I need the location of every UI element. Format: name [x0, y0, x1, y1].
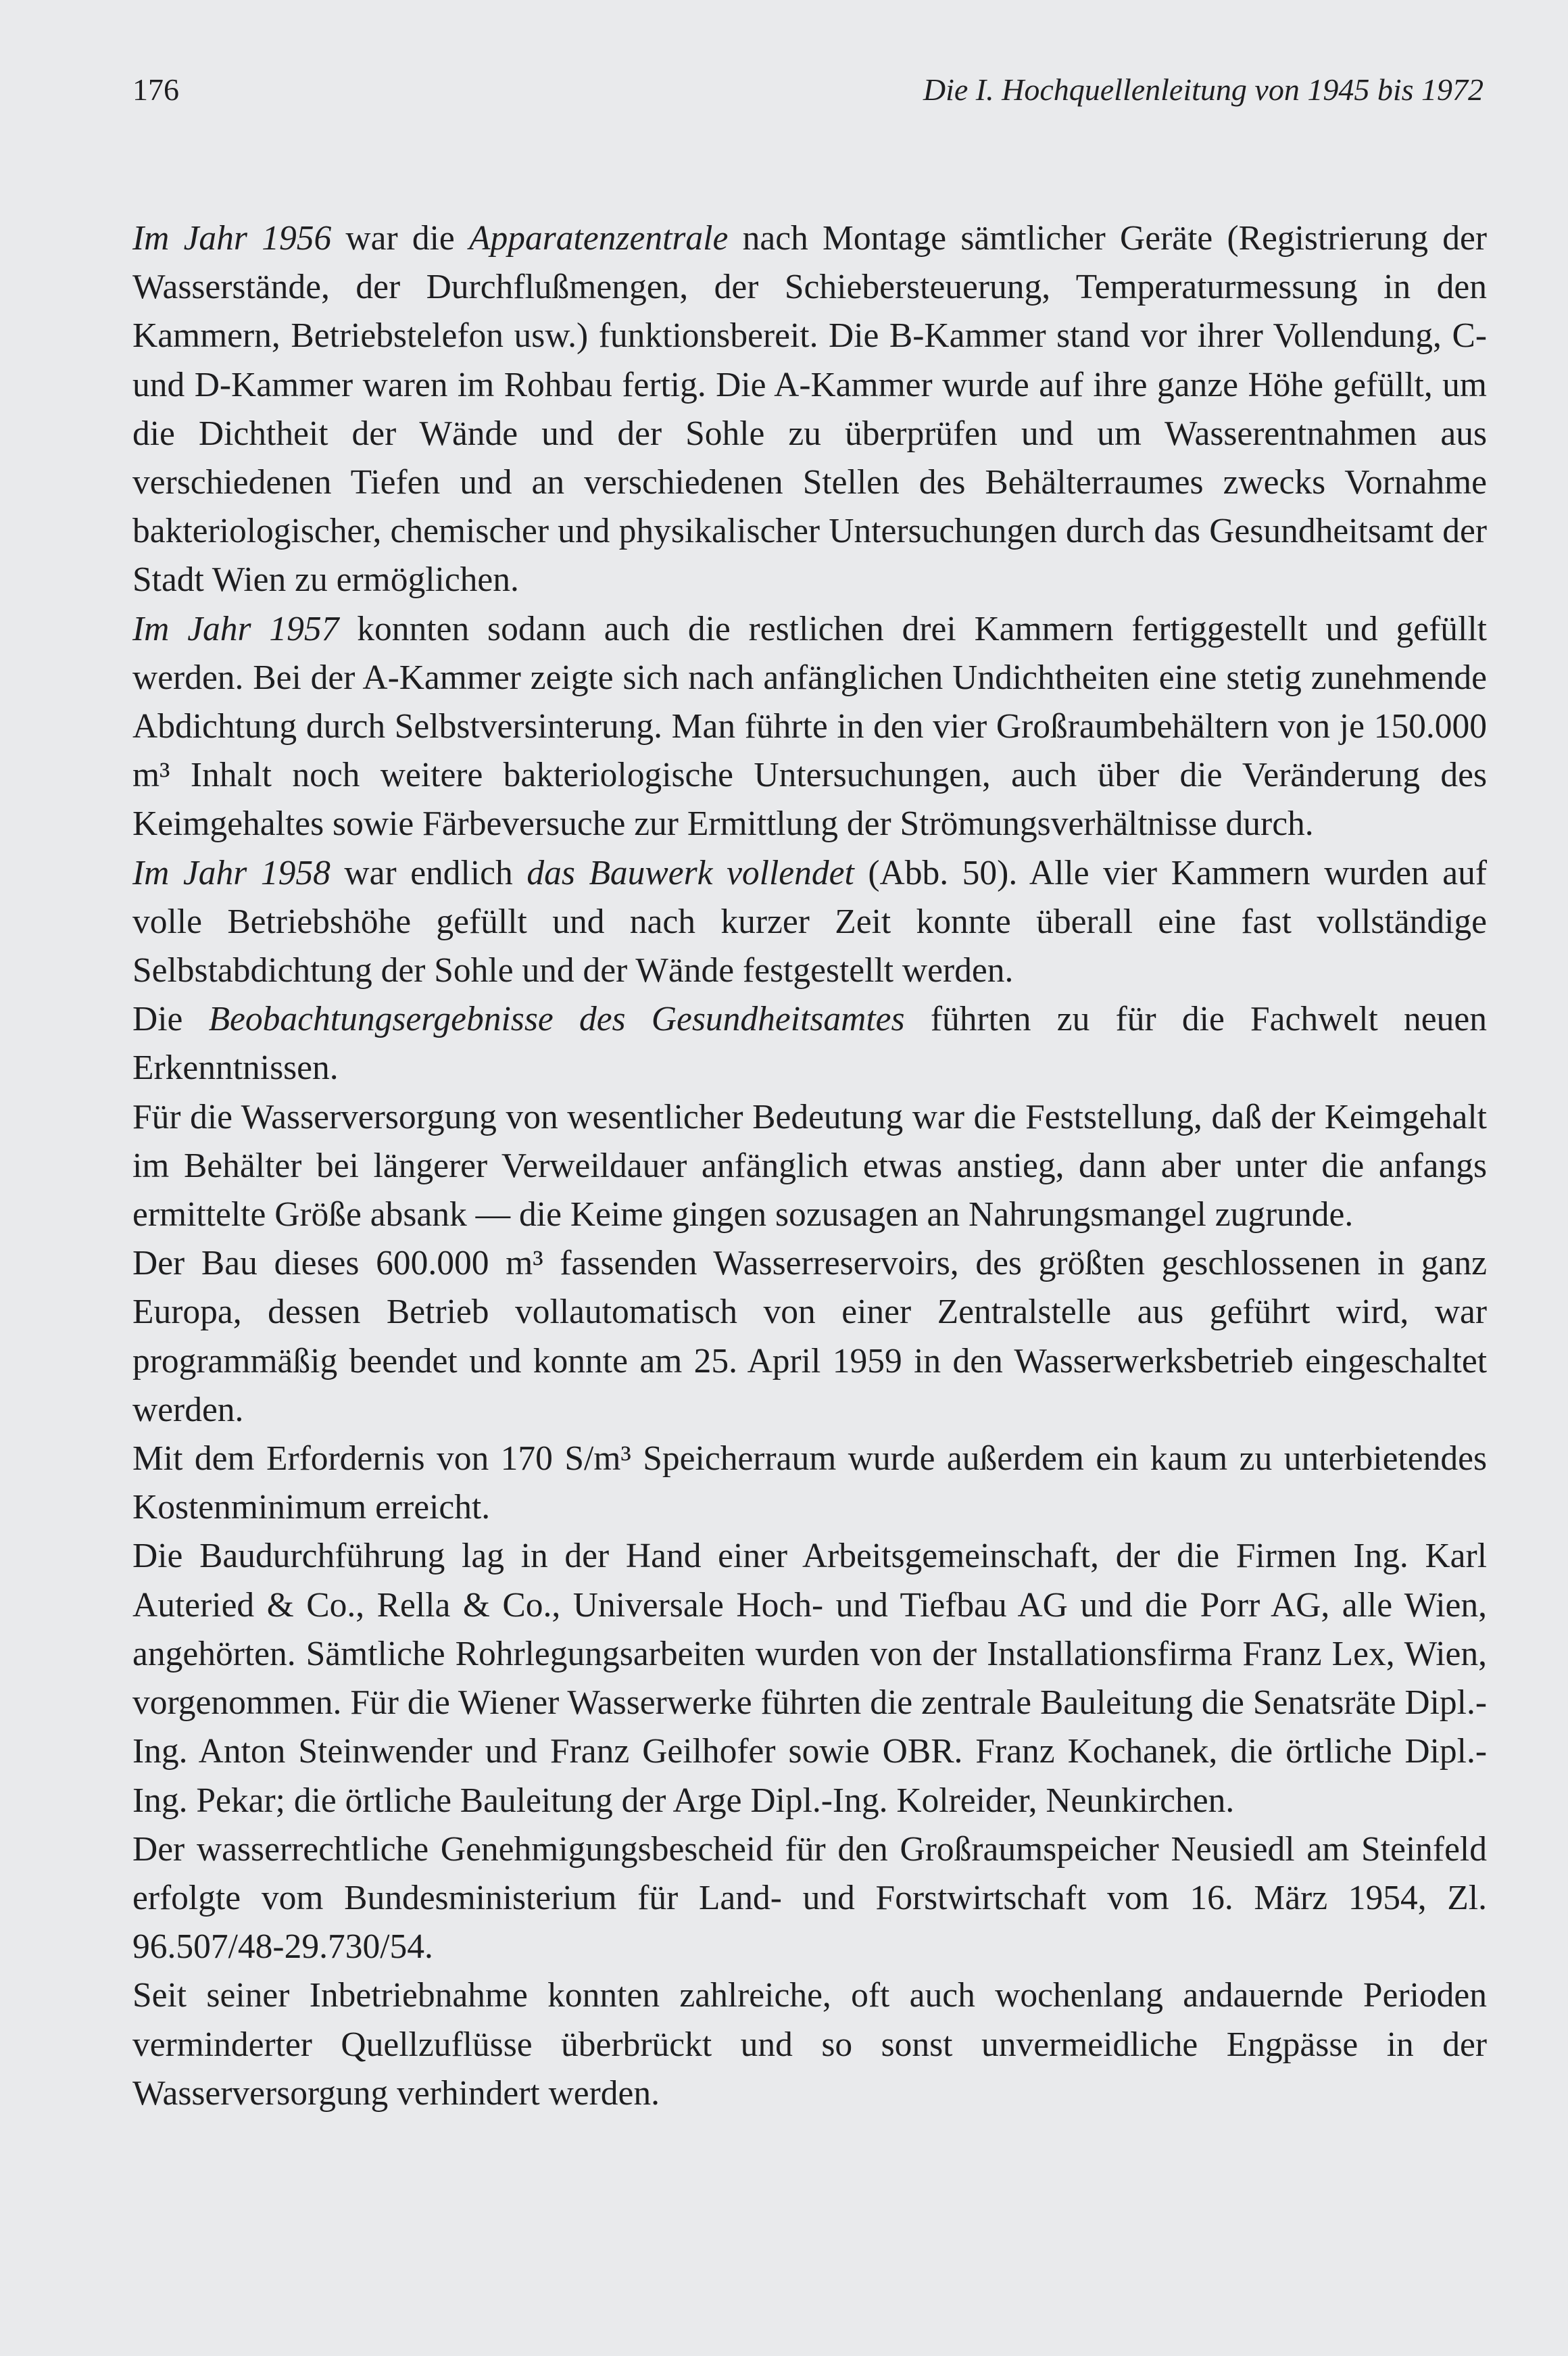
paragraph-1957 [132, 605, 1487, 849]
paragraph-bescheid: Der wasserrechtliche Genehmigungsbescheid für den Großraumspeicher Neusiedl am Steinfeld erfolgte vom Bundesministerium für Land- und Forstwirtschaft vom 16. März 1954, Zl. 96.507/48-29.730/54. [132, 1829, 1487, 1967]
emphasis: das Bauwerk vollendet [526, 853, 854, 892]
paragraph-text: führten zu für die Fachwelt neuen Erkenntnissen. [132, 1000, 1488, 1088]
page-number: 176 [132, 72, 179, 107]
paragraph-wasserversorgung: Für die Wasserversorgung von wesentlicher Bedeutung war die Feststellung, daß der Keimgehalt im Behälter bei längerer Verweildauer anfänglich etwas anstieg, dann aber unter die anfangs ermittelte Größe absank — die Keime gingen sozusagen an Nahrungsmangel zugrunde. [132, 1097, 1487, 1234]
paragraph-text: war endlich [330, 853, 527, 892]
paragraph-text: war die [331, 219, 470, 258]
paragraph-kosten: Mit dem Erfordernis von 170 S/m³ Speicherraum wurde außerdem ein kaum zu unterbietendes Kostenminimum erreicht. [132, 1439, 1487, 1527]
paragraph-inbetriebnahme: Seit seiner Inbetriebnahme konnten zahlreiche, oft auch wochenlang andauernde Perioden verminderter Quellzuflüsse überbrückt und so sonst unvermeidliche Engpässe in der Wasserversorgung verhindert werden. [132, 1976, 1487, 2113]
paragraph-1958 [132, 849, 1487, 996]
running-head: Die I. Hochquellenleitung von 1945 bis 1972 [923, 72, 1484, 107]
paragraph-text: (Abb. 50). Alle vier Kammern wurden auf volle Betriebshöhe gefüllt und nach kurzer Zeit konnte überall eine fast vollständige Selbstabdichtung der Sohle und der Wände festgestellt werden. [132, 853, 1488, 990]
body-text [132, 214, 1487, 2118]
paragraph-text: Die [132, 1000, 209, 1039]
paragraph-text: nach Montage sämtlicher Geräte (Registrierung der Wasserstände, der Durchflußmengen, der Schiebersteuerung, Temperaturmessung in den Kammern, Betriebstelefon usw.) funktionsbereit. Die B-Kammer stand vor ihrer Vollendung, C- und D-Kammer waren im Rohbau fertig. Die A-Kammer wurde auf ihre ganze Höhe gefüllt, um die Dichtheit der Wände und der Sohle zu überprüfen und um Wasserentnahmen aus verschiedenen Tiefen und an verschiedenen Stellen des Behälterraumes zwecks Vornahme bakteriologischer, chemischer und physikalischer Untersuchungen durch das Gesundheitsamt der Stadt Wien zu ermöglichen. [132, 219, 1487, 600]
emphasis: Apparatenzentrale [469, 219, 729, 258]
year-lead: Im Jahr 1956 [132, 219, 332, 258]
paragraph-baudurchfuehrung: Die Baudurchführung lag in der Hand einer Arbeitsgemeinschaft, der die Firmen Ing. Karl Auteried & Co., Rella & Co., Universale Hoch- und Tiefbau AG und die Porr AG, alle Wien, angehörten. Sämtliche Rohrlegungsarbeiten wurden von der Installationsfirma Franz Lex, Wien, vorgenommen. Für die Wiener Wasserwerke führten die zentrale Bauleitung die Senatsräte Dipl.-Ing. Anton Steinwender und Franz Geilhofer sowie OBR. Franz Kochanek, die örtliche Dipl.-Ing. Pekar; die örtliche Bauleitung der Arge Dipl.-Ing. Kolreider, Neunkirchen. [132, 1537, 1487, 1820]
paragraph-beobachtung [132, 995, 1487, 1092]
emphasis: Beobachtungsergebnisse des Gesundheitsamtes [208, 1000, 905, 1039]
paragraph-bau: Der Bau dieses 600.000 m³ fassenden Wasserreservoirs, des größten geschlossenen in ganz Europa, dessen Betrieb vollautomatisch von einer Zentralstelle aus geführt wird, war programmäßig beendet und konnte am 25. April 1959 in den Wasserwerksbetrieb eingeschaltet werden. [132, 1244, 1487, 1429]
paragraph-1956 [132, 214, 1487, 605]
page-header [132, 66, 1484, 114]
year-lead: Im Jahr 1957 [132, 609, 339, 648]
year-lead: Im Jahr 1958 [132, 853, 330, 892]
paragraph-text: konnten sodann auch die restlichen drei Kammern fertiggestellt und gefüllt werden. Bei der A-Kammer zeigte sich nach anfänglichen Undichtheiten eine stetig zunehmende Abdichtung durch Selbstversinterung. Man führte in den vier Großraumbehältern von je 150.000 m³ Inhalt noch weitere bakteriologische Untersuchungen, auch über die Veränderung des Keimgehaltes sowie Färbeversuche zur Ermittlung der Strömungsverhältnisse durch. [132, 609, 1487, 844]
